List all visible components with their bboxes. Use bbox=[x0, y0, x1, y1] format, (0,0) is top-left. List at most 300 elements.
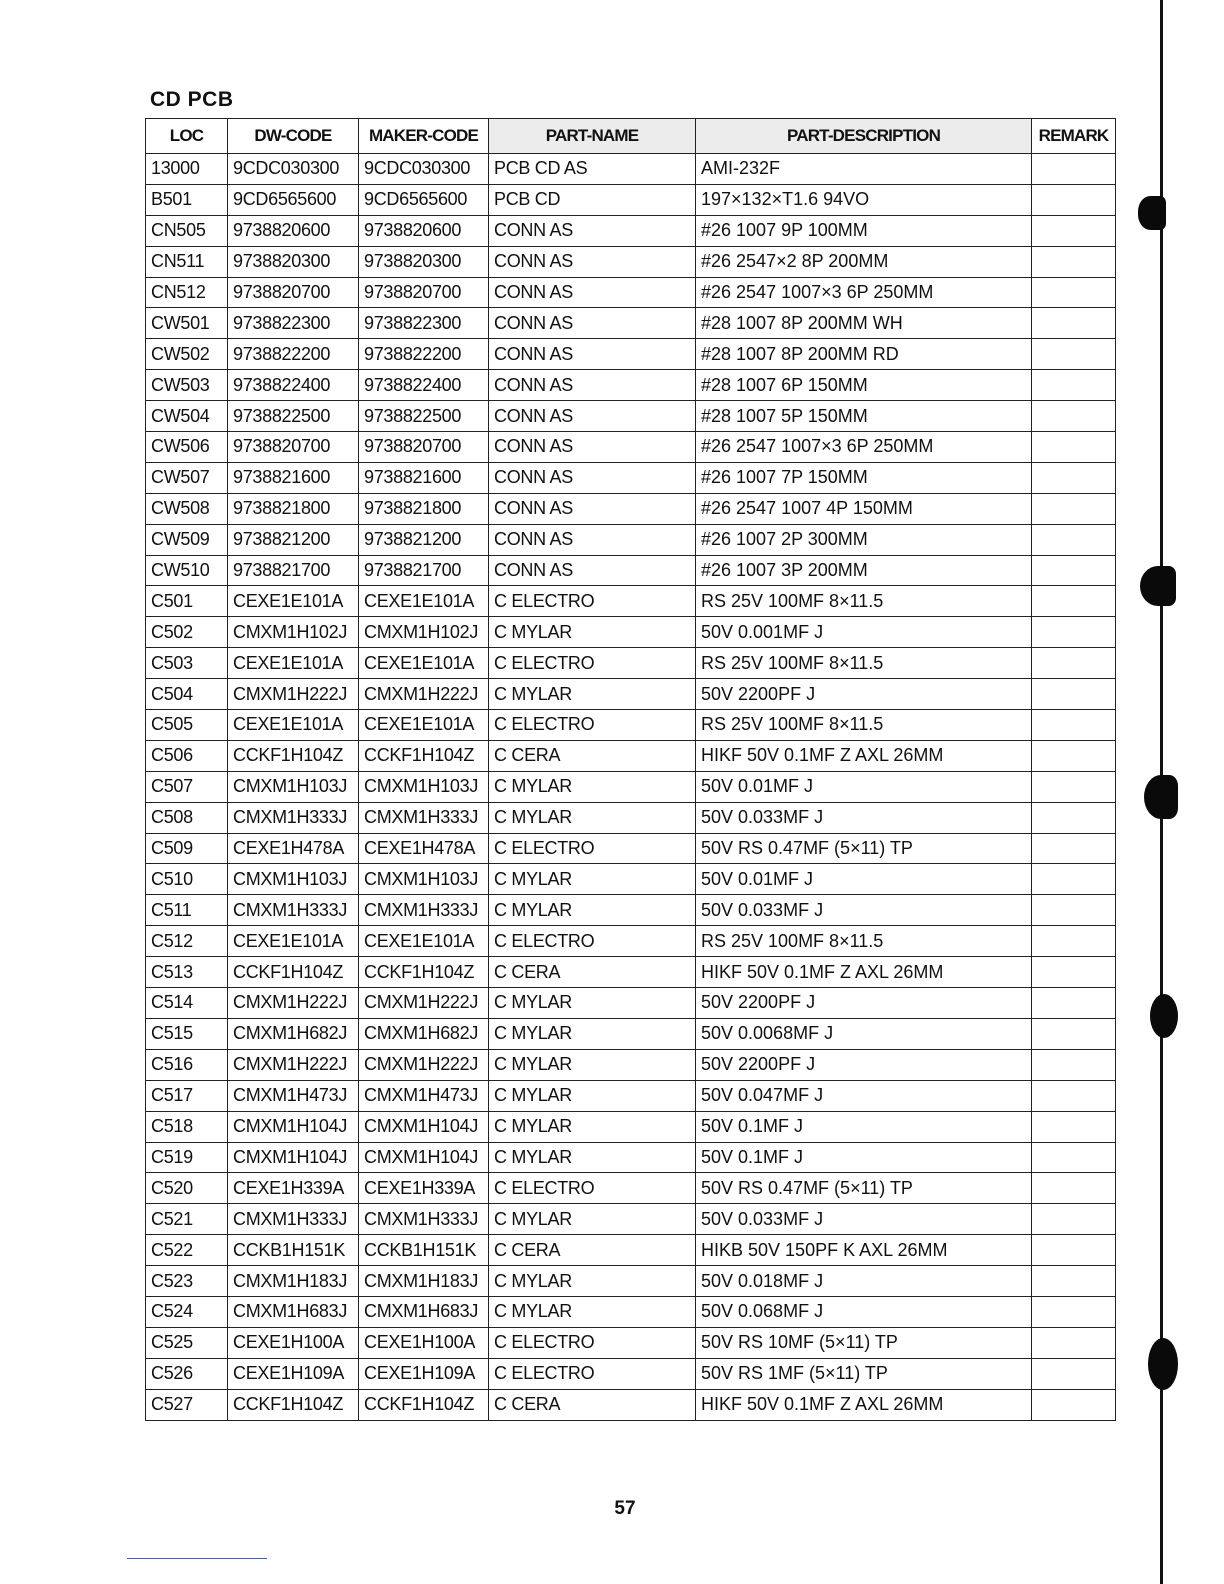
cell-loc: C510 bbox=[146, 864, 228, 895]
cell-remark bbox=[1032, 154, 1116, 185]
cell-loc: C509 bbox=[146, 833, 228, 864]
cell-loc: C514 bbox=[146, 988, 228, 1019]
cell-maker-code: CCKF1H104Z bbox=[359, 1389, 489, 1420]
cell-remark bbox=[1032, 555, 1116, 586]
cell-loc: CW501 bbox=[146, 308, 228, 339]
cell-remark bbox=[1032, 617, 1116, 648]
cell-part-description: 50V 0.1MF J bbox=[696, 1142, 1032, 1173]
cell-remark bbox=[1032, 895, 1116, 926]
cell-part-description: RS 25V 100MF 8×11.5 bbox=[696, 926, 1032, 957]
cell-maker-code: CMXM1H104J bbox=[359, 1111, 489, 1142]
cell-part-name: C MYLAR bbox=[489, 988, 696, 1019]
table-row bbox=[146, 648, 1116, 679]
table-row bbox=[146, 1296, 1116, 1327]
cell-maker-code: CMXM1H104J bbox=[359, 1142, 489, 1173]
cell-loc: C513 bbox=[146, 957, 228, 988]
cell-loc: C502 bbox=[146, 617, 228, 648]
cell-dw-code: 9738822500 bbox=[228, 401, 359, 432]
table-row bbox=[146, 895, 1116, 926]
cell-dw-code: CMXM1H333J bbox=[228, 802, 359, 833]
cell-remark bbox=[1032, 246, 1116, 277]
cell-loc: C511 bbox=[146, 895, 228, 926]
table-row bbox=[146, 339, 1116, 370]
cell-dw-code: 9738821200 bbox=[228, 524, 359, 555]
cell-part-name: C MYLAR bbox=[489, 1049, 696, 1080]
cell-loc: C518 bbox=[146, 1111, 228, 1142]
cell-maker-code: CMXM1H473J bbox=[359, 1080, 489, 1111]
cell-remark bbox=[1032, 432, 1116, 463]
cell-remark bbox=[1032, 1049, 1116, 1080]
cell-loc: C517 bbox=[146, 1080, 228, 1111]
cell-maker-code: CCKF1H104Z bbox=[359, 957, 489, 988]
cell-dw-code: 9738821700 bbox=[228, 555, 359, 586]
cell-remark bbox=[1032, 957, 1116, 988]
table-row bbox=[146, 493, 1116, 524]
cell-dw-code: CMXM1H682J bbox=[228, 1018, 359, 1049]
cell-remark bbox=[1032, 1327, 1116, 1358]
cell-maker-code: CMXM1H222J bbox=[359, 988, 489, 1019]
cell-remark bbox=[1032, 679, 1116, 710]
cell-part-description: #26 1007 3P 200MM bbox=[696, 555, 1032, 586]
binding-hole bbox=[1138, 196, 1166, 230]
cell-maker-code: CEXE1H339A bbox=[359, 1173, 489, 1204]
table-row bbox=[146, 462, 1116, 493]
cell-loc: CW503 bbox=[146, 370, 228, 401]
cell-maker-code: CEXE1E101A bbox=[359, 648, 489, 679]
cell-loc: C524 bbox=[146, 1296, 228, 1327]
cell-maker-code: 9738822400 bbox=[359, 370, 489, 401]
cell-remark bbox=[1032, 1358, 1116, 1389]
cell-part-name: C MYLAR bbox=[489, 802, 696, 833]
cell-maker-code: 9738820700 bbox=[359, 432, 489, 463]
cell-part-description: 50V 0.033MF J bbox=[696, 895, 1032, 926]
cell-part-description: 50V 0.033MF J bbox=[696, 1204, 1032, 1235]
cell-remark bbox=[1032, 740, 1116, 771]
cell-dw-code: CCKF1H104Z bbox=[228, 740, 359, 771]
table-row bbox=[146, 1327, 1116, 1358]
cell-remark bbox=[1032, 1173, 1116, 1204]
cell-maker-code: 9738821800 bbox=[359, 493, 489, 524]
cell-part-name: C MYLAR bbox=[489, 864, 696, 895]
table-row bbox=[146, 1389, 1116, 1420]
cell-remark bbox=[1032, 1080, 1116, 1111]
cell-part-description: 50V 2200PF J bbox=[696, 988, 1032, 1019]
cell-loc: C515 bbox=[146, 1018, 228, 1049]
cell-part-name: C ELECTRO bbox=[489, 1173, 696, 1204]
cell-part-description: 50V RS 10MF (5×11) TP bbox=[696, 1327, 1032, 1358]
table-row bbox=[146, 1018, 1116, 1049]
parts-table bbox=[145, 118, 1116, 1421]
section-title: CD PCB bbox=[150, 88, 234, 111]
cell-remark bbox=[1032, 988, 1116, 1019]
cell-dw-code: 9738822200 bbox=[228, 339, 359, 370]
cell-maker-code: CEXE1E101A bbox=[359, 710, 489, 741]
cell-maker-code: CMXM1H333J bbox=[359, 1204, 489, 1235]
cell-part-description: 50V 0.1MF J bbox=[696, 1111, 1032, 1142]
cell-part-description: #26 2547×2 8P 200MM bbox=[696, 246, 1032, 277]
cell-maker-code: 9738820600 bbox=[359, 215, 489, 246]
cell-dw-code: CMXM1H183J bbox=[228, 1266, 359, 1297]
cell-part-description: #28 1007 8P 200MM RD bbox=[696, 339, 1032, 370]
cell-maker-code: CMXM1H222J bbox=[359, 1049, 489, 1080]
cell-part-name: C MYLAR bbox=[489, 1266, 696, 1297]
cell-loc: B501 bbox=[146, 184, 228, 215]
cell-part-description: 50V RS 1MF (5×11) TP bbox=[696, 1358, 1032, 1389]
cell-loc: C508 bbox=[146, 802, 228, 833]
table-row bbox=[146, 1266, 1116, 1297]
table-header-row bbox=[146, 119, 1116, 154]
cell-part-description: RS 25V 100MF 8×11.5 bbox=[696, 648, 1032, 679]
cell-dw-code: 9738820300 bbox=[228, 246, 359, 277]
table-row bbox=[146, 555, 1116, 586]
cell-part-name: C MYLAR bbox=[489, 771, 696, 802]
table-row bbox=[146, 957, 1116, 988]
cell-dw-code: CEXE1E101A bbox=[228, 648, 359, 679]
cell-part-name: C ELECTRO bbox=[489, 710, 696, 741]
cell-part-description: #28 1007 5P 150MM bbox=[696, 401, 1032, 432]
footer-rule bbox=[127, 1558, 267, 1559]
binding-hole bbox=[1150, 994, 1178, 1038]
cell-part-description: 50V 0.01MF J bbox=[696, 864, 1032, 895]
cell-part-description: 50V 0.047MF J bbox=[696, 1080, 1032, 1111]
table-row bbox=[146, 184, 1116, 215]
cell-dw-code: 9738820700 bbox=[228, 432, 359, 463]
cell-part-description: HIKF 50V 0.1MF Z AXL 26MM bbox=[696, 740, 1032, 771]
column-header-remark: REMARK bbox=[1032, 119, 1116, 154]
table-row bbox=[146, 370, 1116, 401]
cell-loc: CW507 bbox=[146, 462, 228, 493]
cell-remark bbox=[1032, 586, 1116, 617]
cell-part-name: CONN AS bbox=[489, 339, 696, 370]
cell-maker-code: CMXM1H183J bbox=[359, 1266, 489, 1297]
cell-loc: 13000 bbox=[146, 154, 228, 185]
cell-remark bbox=[1032, 1266, 1116, 1297]
cell-remark bbox=[1032, 1018, 1116, 1049]
cell-remark bbox=[1032, 277, 1116, 308]
table-row bbox=[146, 432, 1116, 463]
table-row bbox=[146, 802, 1116, 833]
table-row bbox=[146, 246, 1116, 277]
cell-part-name: CONN AS bbox=[489, 493, 696, 524]
table-row bbox=[146, 740, 1116, 771]
cell-remark bbox=[1032, 1296, 1116, 1327]
cell-remark bbox=[1032, 864, 1116, 895]
table-row bbox=[146, 1358, 1116, 1389]
cell-part-name: C MYLAR bbox=[489, 1142, 696, 1173]
cell-loc: C520 bbox=[146, 1173, 228, 1204]
cell-remark bbox=[1032, 833, 1116, 864]
cell-loc: C503 bbox=[146, 648, 228, 679]
page-number: 57 bbox=[614, 1498, 636, 1519]
table-row bbox=[146, 617, 1116, 648]
cell-dw-code: CEXE1E101A bbox=[228, 586, 359, 617]
cell-remark bbox=[1032, 1111, 1116, 1142]
cell-part-description: 50V 2200PF J bbox=[696, 679, 1032, 710]
cell-remark bbox=[1032, 524, 1116, 555]
column-header-maker-code: MAKER-CODE bbox=[359, 119, 489, 154]
cell-maker-code: 9CD6565600 bbox=[359, 184, 489, 215]
cell-part-name: C CERA bbox=[489, 1235, 696, 1266]
cell-maker-code: 9738820700 bbox=[359, 277, 489, 308]
cell-dw-code: CMXM1H473J bbox=[228, 1080, 359, 1111]
cell-part-description: RS 25V 100MF 8×11.5 bbox=[696, 586, 1032, 617]
cell-loc: CN505 bbox=[146, 215, 228, 246]
cell-part-name: CONN AS bbox=[489, 401, 696, 432]
cell-loc: C516 bbox=[146, 1049, 228, 1080]
cell-part-description: #26 2547 1007×3 6P 250MM bbox=[696, 277, 1032, 308]
cell-loc: C522 bbox=[146, 1235, 228, 1266]
cell-maker-code: CMXM1H103J bbox=[359, 864, 489, 895]
cell-remark bbox=[1032, 1235, 1116, 1266]
cell-part-description: RS 25V 100MF 8×11.5 bbox=[696, 710, 1032, 741]
cell-loc: CW506 bbox=[146, 432, 228, 463]
cell-remark bbox=[1032, 339, 1116, 370]
cell-maker-code: CMXM1H333J bbox=[359, 895, 489, 926]
cell-dw-code: CMXM1H104J bbox=[228, 1142, 359, 1173]
cell-part-name: C MYLAR bbox=[489, 895, 696, 926]
cell-loc: C505 bbox=[146, 710, 228, 741]
cell-maker-code: CEXE1E101A bbox=[359, 926, 489, 957]
table-row bbox=[146, 277, 1116, 308]
cell-loc: CW510 bbox=[146, 555, 228, 586]
cell-dw-code: CCKF1H104Z bbox=[228, 957, 359, 988]
cell-part-description: #26 1007 7P 150MM bbox=[696, 462, 1032, 493]
cell-remark bbox=[1032, 215, 1116, 246]
cell-part-description: 50V RS 0.47MF (5×11) TP bbox=[696, 1173, 1032, 1204]
column-header-dw-code: DW-CODE bbox=[228, 119, 359, 154]
cell-remark bbox=[1032, 710, 1116, 741]
cell-part-name: C MYLAR bbox=[489, 1111, 696, 1142]
cell-dw-code: CCKF1H104Z bbox=[228, 1389, 359, 1420]
cell-part-name: CONN AS bbox=[489, 215, 696, 246]
cell-part-name: CONN AS bbox=[489, 462, 696, 493]
cell-loc: C507 bbox=[146, 771, 228, 802]
cell-part-description: #26 1007 2P 300MM bbox=[696, 524, 1032, 555]
cell-remark bbox=[1032, 648, 1116, 679]
cell-loc: C526 bbox=[146, 1358, 228, 1389]
cell-dw-code: CMXM1H222J bbox=[228, 988, 359, 1019]
column-header-loc: LOC bbox=[146, 119, 228, 154]
cell-loc: C527 bbox=[146, 1389, 228, 1420]
cell-part-name: C ELECTRO bbox=[489, 1358, 696, 1389]
cell-part-description: #26 2547 1007 4P 150MM bbox=[696, 493, 1032, 524]
cell-dw-code: CMXM1H683J bbox=[228, 1296, 359, 1327]
cell-dw-code: 9738821800 bbox=[228, 493, 359, 524]
cell-loc: CW504 bbox=[146, 401, 228, 432]
cell-loc: CW509 bbox=[146, 524, 228, 555]
cell-maker-code: CEXE1E101A bbox=[359, 586, 489, 617]
cell-loc: CW502 bbox=[146, 339, 228, 370]
cell-part-name: C CERA bbox=[489, 957, 696, 988]
cell-part-description: #28 1007 8P 200MM WH bbox=[696, 308, 1032, 339]
cell-part-name: C CERA bbox=[489, 740, 696, 771]
table-row bbox=[146, 1142, 1116, 1173]
cell-part-name: CONN AS bbox=[489, 524, 696, 555]
cell-dw-code: CCKB1H151K bbox=[228, 1235, 359, 1266]
cell-part-description: 50V 0.01MF J bbox=[696, 771, 1032, 802]
table-row bbox=[146, 586, 1116, 617]
cell-part-description: 50V 2200PF J bbox=[696, 1049, 1032, 1080]
cell-loc: C501 bbox=[146, 586, 228, 617]
cell-maker-code: CMXM1H683J bbox=[359, 1296, 489, 1327]
cell-part-description: HIKB 50V 150PF K AXL 26MM bbox=[696, 1235, 1032, 1266]
cell-dw-code: CMXM1H103J bbox=[228, 771, 359, 802]
cell-maker-code: CEXE1H100A bbox=[359, 1327, 489, 1358]
cell-loc: C512 bbox=[146, 926, 228, 957]
cell-loc: CN511 bbox=[146, 246, 228, 277]
cell-maker-code: CEXE1H478A bbox=[359, 833, 489, 864]
table-row bbox=[146, 679, 1116, 710]
cell-maker-code: 9738820300 bbox=[359, 246, 489, 277]
table-row bbox=[146, 988, 1116, 1019]
cell-dw-code: CEXE1E101A bbox=[228, 710, 359, 741]
binding-hole bbox=[1144, 775, 1178, 819]
cell-maker-code: 9738822500 bbox=[359, 401, 489, 432]
table-row bbox=[146, 1173, 1116, 1204]
cell-loc: C523 bbox=[146, 1266, 228, 1297]
cell-maker-code: CEXE1H109A bbox=[359, 1358, 489, 1389]
cell-remark bbox=[1032, 308, 1116, 339]
cell-part-name: CONN AS bbox=[489, 246, 696, 277]
table-row bbox=[146, 401, 1116, 432]
cell-part-name: C ELECTRO bbox=[489, 1327, 696, 1358]
cell-remark bbox=[1032, 1389, 1116, 1420]
cell-loc: C525 bbox=[146, 1327, 228, 1358]
cell-dw-code: 9738821600 bbox=[228, 462, 359, 493]
cell-maker-code: 9738821700 bbox=[359, 555, 489, 586]
cell-maker-code: CMXM1H103J bbox=[359, 771, 489, 802]
cell-dw-code: CMXM1H222J bbox=[228, 1049, 359, 1080]
cell-dw-code: 9738822300 bbox=[228, 308, 359, 339]
cell-dw-code: CEXE1H339A bbox=[228, 1173, 359, 1204]
table-row bbox=[146, 308, 1116, 339]
cell-part-name: CONN AS bbox=[489, 308, 696, 339]
table-row bbox=[146, 1235, 1116, 1266]
cell-dw-code: CEXE1H100A bbox=[228, 1327, 359, 1358]
cell-dw-code: CMXM1H333J bbox=[228, 1204, 359, 1235]
cell-part-name: C MYLAR bbox=[489, 617, 696, 648]
cell-maker-code: CMXM1H222J bbox=[359, 679, 489, 710]
cell-part-description: #26 1007 9P 100MM bbox=[696, 215, 1032, 246]
cell-maker-code: 9CDC030300 bbox=[359, 154, 489, 185]
cell-maker-code: 9738821600 bbox=[359, 462, 489, 493]
cell-dw-code: 9CDC030300 bbox=[228, 154, 359, 185]
cell-dw-code: 9CD6565600 bbox=[228, 184, 359, 215]
cell-dw-code: 9738820600 bbox=[228, 215, 359, 246]
table-row bbox=[146, 926, 1116, 957]
cell-part-name: C MYLAR bbox=[489, 1296, 696, 1327]
cell-loc: C519 bbox=[146, 1142, 228, 1173]
cell-part-description: 197×132×T1.6 94VO bbox=[696, 184, 1032, 215]
cell-dw-code: CMXM1H104J bbox=[228, 1111, 359, 1142]
cell-remark bbox=[1032, 370, 1116, 401]
cell-maker-code: 9738822200 bbox=[359, 339, 489, 370]
cell-part-description: HIKF 50V 0.1MF Z AXL 26MM bbox=[696, 1389, 1032, 1420]
table-row bbox=[146, 833, 1116, 864]
cell-part-description: 50V 0.0068MF J bbox=[696, 1018, 1032, 1049]
cell-part-name: C ELECTRO bbox=[489, 648, 696, 679]
cell-part-name: C ELECTRO bbox=[489, 833, 696, 864]
cell-dw-code: 9738820700 bbox=[228, 277, 359, 308]
cell-part-description: 50V 0.001MF J bbox=[696, 617, 1032, 648]
table-row bbox=[146, 1049, 1116, 1080]
cell-maker-code: CMXM1H333J bbox=[359, 802, 489, 833]
table-row bbox=[146, 864, 1116, 895]
table-row bbox=[146, 215, 1116, 246]
column-header-part-description: PART-DESCRIPTION bbox=[696, 119, 1032, 154]
table-row bbox=[146, 710, 1116, 741]
table-row bbox=[146, 154, 1116, 185]
cell-remark bbox=[1032, 1204, 1116, 1235]
cell-part-description: 50V 0.068MF J bbox=[696, 1296, 1032, 1327]
cell-part-description: HIKF 50V 0.1MF Z AXL 26MM bbox=[696, 957, 1032, 988]
cell-part-name: CONN AS bbox=[489, 277, 696, 308]
cell-loc: C506 bbox=[146, 740, 228, 771]
table-row bbox=[146, 1111, 1116, 1142]
cell-loc: CN512 bbox=[146, 277, 228, 308]
cell-dw-code: CMXM1H102J bbox=[228, 617, 359, 648]
cell-remark bbox=[1032, 802, 1116, 833]
cell-part-description: 50V RS 0.47MF (5×11) TP bbox=[696, 833, 1032, 864]
cell-remark bbox=[1032, 401, 1116, 432]
cell-loc: C521 bbox=[146, 1204, 228, 1235]
parts-table-body bbox=[146, 154, 1116, 1421]
cell-dw-code: CMXM1H333J bbox=[228, 895, 359, 926]
binding-hole bbox=[1140, 566, 1176, 606]
cell-part-name: C ELECTRO bbox=[489, 586, 696, 617]
cell-maker-code: CCKB1H151K bbox=[359, 1235, 489, 1266]
table-row bbox=[146, 1080, 1116, 1111]
cell-dw-code: CEXE1H478A bbox=[228, 833, 359, 864]
cell-part-name: CONN AS bbox=[489, 370, 696, 401]
cell-remark bbox=[1032, 1142, 1116, 1173]
cell-maker-code: CMXM1H102J bbox=[359, 617, 489, 648]
cell-maker-code: 9738822300 bbox=[359, 308, 489, 339]
cell-part-name: CONN AS bbox=[489, 555, 696, 586]
cell-part-name: C MYLAR bbox=[489, 1018, 696, 1049]
cell-part-description: #28 1007 6P 150MM bbox=[696, 370, 1032, 401]
cell-dw-code: CEXE1E101A bbox=[228, 926, 359, 957]
cell-dw-code: 9738822400 bbox=[228, 370, 359, 401]
cell-part-description: #26 2547 1007×3 6P 250MM bbox=[696, 432, 1032, 463]
cell-remark bbox=[1032, 184, 1116, 215]
cell-maker-code: 9738821200 bbox=[359, 524, 489, 555]
cell-remark bbox=[1032, 771, 1116, 802]
cell-part-name: CONN AS bbox=[489, 432, 696, 463]
cell-dw-code: CMXM1H103J bbox=[228, 864, 359, 895]
cell-dw-code: CMXM1H222J bbox=[228, 679, 359, 710]
cell-dw-code: CEXE1H109A bbox=[228, 1358, 359, 1389]
cell-loc: C504 bbox=[146, 679, 228, 710]
cell-remark bbox=[1032, 493, 1116, 524]
cell-part-name: C MYLAR bbox=[489, 1080, 696, 1111]
table-row bbox=[146, 1204, 1116, 1235]
cell-maker-code: CCKF1H104Z bbox=[359, 740, 489, 771]
cell-part-name: C ELECTRO bbox=[489, 926, 696, 957]
table-row bbox=[146, 771, 1116, 802]
table-row bbox=[146, 524, 1116, 555]
cell-part-name: PCB CD AS bbox=[489, 154, 696, 185]
binding-hole bbox=[1148, 1338, 1178, 1390]
cell-part-name: C CERA bbox=[489, 1389, 696, 1420]
cell-part-name: C MYLAR bbox=[489, 1204, 696, 1235]
cell-loc: CW508 bbox=[146, 493, 228, 524]
cell-remark bbox=[1032, 462, 1116, 493]
cell-part-name: PCB CD bbox=[489, 184, 696, 215]
cell-part-description: AMI-232F bbox=[696, 154, 1032, 185]
cell-part-description: 50V 0.033MF J bbox=[696, 802, 1032, 833]
cell-part-description: 50V 0.018MF J bbox=[696, 1266, 1032, 1297]
